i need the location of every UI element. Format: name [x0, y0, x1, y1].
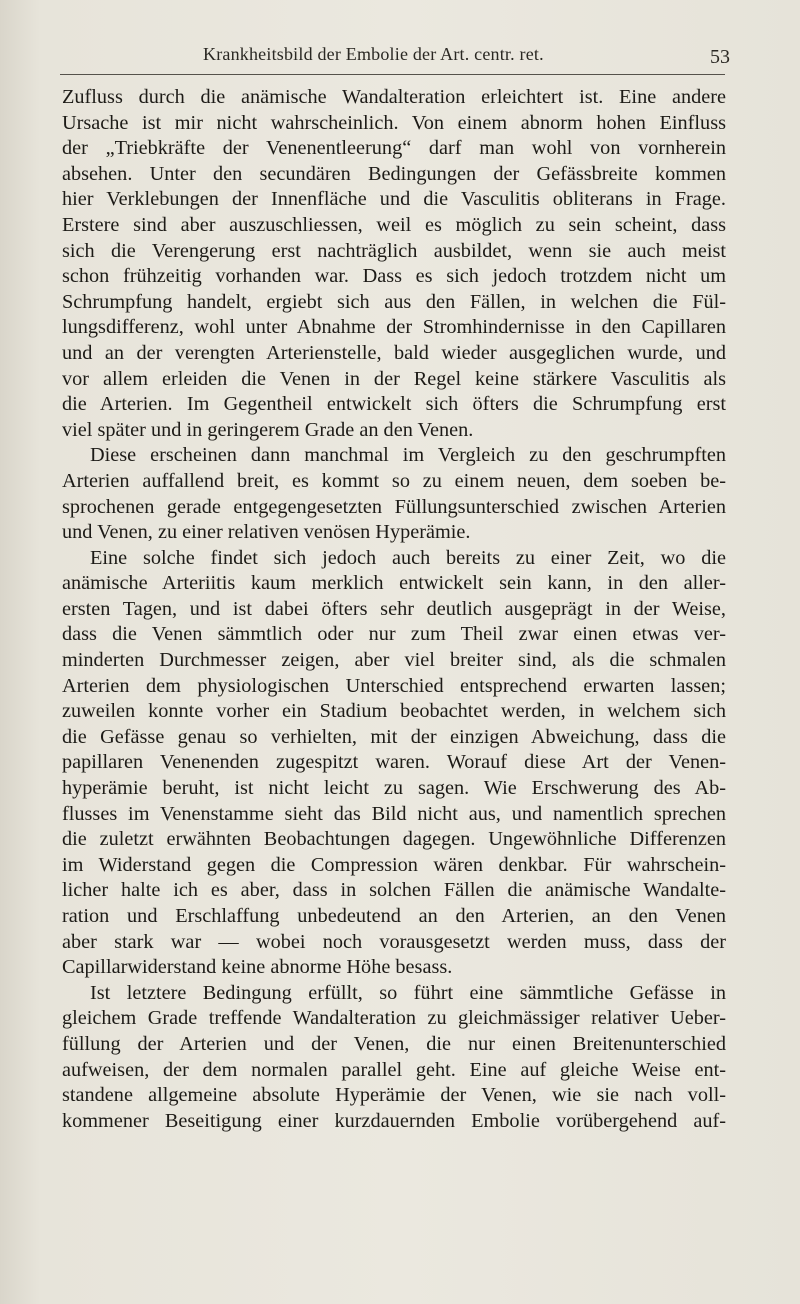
- text-line: Eine solche findet sich jedoch auch bereits zu einer Zeit, wo die: [90, 546, 726, 569]
- text-line: schon frühzeitig vorhanden war. Dass es sich jedoch trotzdem nicht um: [62, 265, 726, 288]
- text-line: licher halte ich es aber, dass in solchen Fällen die anämische Wandalte-: [62, 879, 726, 902]
- text-line: standene allgemeine absolute Hyperämie der Venen, wie sie nach voll-: [62, 1084, 726, 1107]
- text-line: absehen. Unter den secundären Bedingungen der Gefässbreite kommen: [62, 162, 726, 185]
- text-line: Arterien auffallend breit, es kommt so zu einem neuen, dem soeben be-: [62, 469, 726, 492]
- text-line: Schrumpfung handelt, ergiebt sich aus den Fällen, in welchen die Fül-: [62, 290, 726, 313]
- text-line: vor allem erleiden die Venen in der Regel keine stärkere Vasculitis als: [62, 367, 726, 390]
- text-line: Ursache ist mir nicht wahrscheinlich. Von einem abnorm hohen Einfluss: [62, 111, 726, 134]
- text-line: hyperämie beruht, ist nicht leicht zu sagen. Wie Erschwerung des Ab-: [62, 777, 726, 800]
- text-line: sprochenen gerade entgegengesetzten Füllungsunterschied zwischen Arterien: [62, 495, 726, 518]
- text-line: die Arterien. Im Gegentheil entwickelt sich öfters die Schrumpfung erst: [62, 393, 726, 416]
- page-number: 53: [710, 46, 730, 68]
- text-line: hier Verklebungen der Innenfläche und die Vasculitis obliterans in Frage.: [62, 188, 726, 211]
- text-line: papillaren Venenenden zugespitzt waren. Worauf diese Art der Venen-: [62, 751, 726, 774]
- text-line: anämische Arteriitis kaum merklich entwickelt sein kann, in den aller-: [62, 572, 726, 595]
- text-line: der „Triebkräfte der Venenentleerung“ darf man wohl von vornherein: [62, 137, 726, 160]
- text-line: die Gefässe genau so verhielten, mit der einzigen Abweichung, dass die: [62, 725, 726, 748]
- text-line: Arterien dem physiologischen Unterschied entsprechend erwarten lassen;: [62, 674, 726, 697]
- text-line: ration und Erschlaffung unbedeutend an den Arterien, an den Venen: [62, 905, 726, 927]
- text-line: aber stark war — wobei noch vorausgesetzt werden muss, dass der: [62, 930, 726, 953]
- text-line: gleichem Grade treffende Wandalteration zu gleichmässiger relativer Ueber-: [62, 1007, 726, 1030]
- text-line: füllung der Arterien und der Venen, die nur einen Breitenunterschied: [62, 1032, 726, 1055]
- text-line: minderten Durchmesser zeigen, aber viel breiter sind, als die schmalen: [62, 649, 726, 672]
- header-rule: [60, 74, 725, 75]
- text-line: Zufluss durch die anämische Wandalteration erleichtert ist. Eine andere: [62, 86, 726, 108]
- text-line: Diese erscheinen dann manchmal im Vergleich zu den geschrumpften: [90, 444, 726, 467]
- text-line: viel später und in geringerem Grade an den Venen.: [62, 418, 474, 441]
- text-line: lungsdifferenz, wohl unter Abnahme der Stromhindernisse in den Capillaren: [62, 316, 726, 339]
- text-line: aufweisen, der dem normalen parallel geht. Eine auf gleiche Weise ent-: [62, 1058, 726, 1081]
- text-line: flusses im Venenstamme sieht das Bild nicht aus, und namentlich sprechen: [62, 802, 726, 825]
- text-line: dass die Venen sämmtlich oder nur zum Theil zwar einen etwas ver-: [62, 623, 726, 646]
- text-line: kommener Beseitigung einer kurzdauernden Embolie vorübergehend auf-: [62, 1109, 726, 1132]
- text-line: und Venen, zu einer relativen venösen Hyperämie.: [62, 521, 471, 544]
- text-line: Capillarwiderstand keine abnorme Höhe besass.: [62, 956, 453, 979]
- page-header: [170, 44, 730, 72]
- running-title: Krankheitsbild der Embolie der Art. centr. ret.: [203, 44, 544, 64]
- text-line: und an der verengten Arterienstelle, bald wieder ausgeglichen wurde, und: [62, 341, 726, 364]
- text-line: sich die Verengerung erst nachträglich ausbildet, wenn sie auch meist: [62, 239, 726, 262]
- text-line: ersten Tagen, und ist dabei öfters sehr deutlich ausgeprägt in der Weise,: [62, 597, 726, 620]
- text-line: zuweilen konnte vorher ein Stadium beobachtet werden, in welchem sich: [62, 700, 726, 723]
- text-line: im Widerstand gegen die Compression wären denkbar. Für wahrschein-: [62, 853, 726, 876]
- body-text: [62, 85, 726, 1134]
- text-line: Erstere sind aber auszuschliessen, weil es möglich zu sein scheint, dass: [62, 213, 726, 236]
- text-line: Ist letztere Bedingung erfüllt, so führt eine sämmtliche Gefässe in: [90, 981, 726, 1004]
- text-line: die zuletzt erwähnten Beobachtungen dagegen. Ungewöhnliche Differenzen: [62, 828, 726, 851]
